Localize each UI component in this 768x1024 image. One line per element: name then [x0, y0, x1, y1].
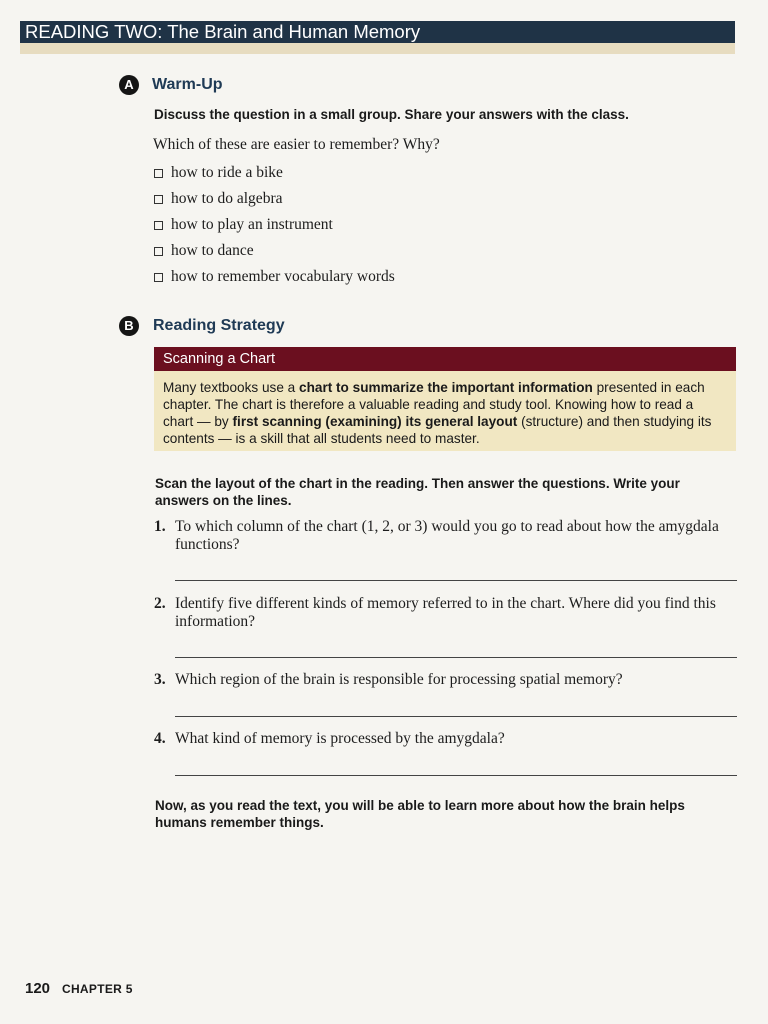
warmup-options-list [154, 160, 395, 290]
chapter-label: CHAPTER 5 [62, 982, 133, 996]
page-number: 120 [25, 980, 51, 997]
answer-line-2[interactable] [175, 657, 737, 658]
warmup-option: how to ride a bike [154, 160, 395, 186]
warmup-heading: Warm-Up [152, 76, 223, 93]
answer-line-3[interactable] [175, 716, 737, 717]
strategy-box-title: Scanning a Chart [154, 347, 736, 371]
title-underline-band [20, 43, 735, 54]
question-2: 2. Identify five different kinds of memory referred to in the chart. Where did you find this information? [154, 595, 716, 630]
section-b-badge: B [119, 316, 139, 336]
checkbox[interactable] [154, 221, 163, 230]
strategy-box-text: Many textbooks use a chart to summarize the important information presented in each chapter. The chart is therefore a valuable reading and study tool. Knowing how to read a chart — by first scanning (examining) its general layout (structure) and then studying its contents — is a skill that all students need to master. [154, 371, 736, 451]
closing-text: Now, as you read the text, you will be able to learn more about how the brain helps humans remember things. [155, 798, 685, 830]
reading-strategy-heading: Reading Strategy [153, 317, 285, 334]
answer-line-4[interactable] [175, 775, 737, 776]
checkbox[interactable] [154, 195, 163, 204]
warmup-instruction: Discuss the question in a small group. Share your answers with the class. [154, 107, 629, 122]
warmup-option: how to remember vocabulary words [154, 264, 395, 290]
question-4: 4. What kind of memory is processed by the amygdala? [154, 730, 505, 747]
answer-line-1[interactable] [175, 580, 737, 581]
warmup-option: how to do algebra [154, 186, 395, 212]
checkbox[interactable] [154, 247, 163, 256]
scan-instruction: Scan the layout of the chart in the reading. Then answer the questions. Write your answers on the lines. [155, 476, 680, 508]
checkbox[interactable] [154, 169, 163, 178]
reading-title: READING TWO: The Brain and Human Memory [20, 21, 735, 43]
warmup-option: how to play an instrument [154, 212, 395, 238]
warmup-question: Which of these are easier to remember? Why? [153, 136, 440, 153]
warmup-option: how to dance [154, 238, 395, 264]
checkbox[interactable] [154, 273, 163, 282]
question-1: 1. To which column of the chart (1, 2, or 3) would you go to read about how the amygdala functions? [154, 518, 719, 553]
section-a-badge: A [119, 75, 139, 95]
question-3: 3. Which region of the brain is responsible for processing spatial memory? [154, 671, 623, 688]
